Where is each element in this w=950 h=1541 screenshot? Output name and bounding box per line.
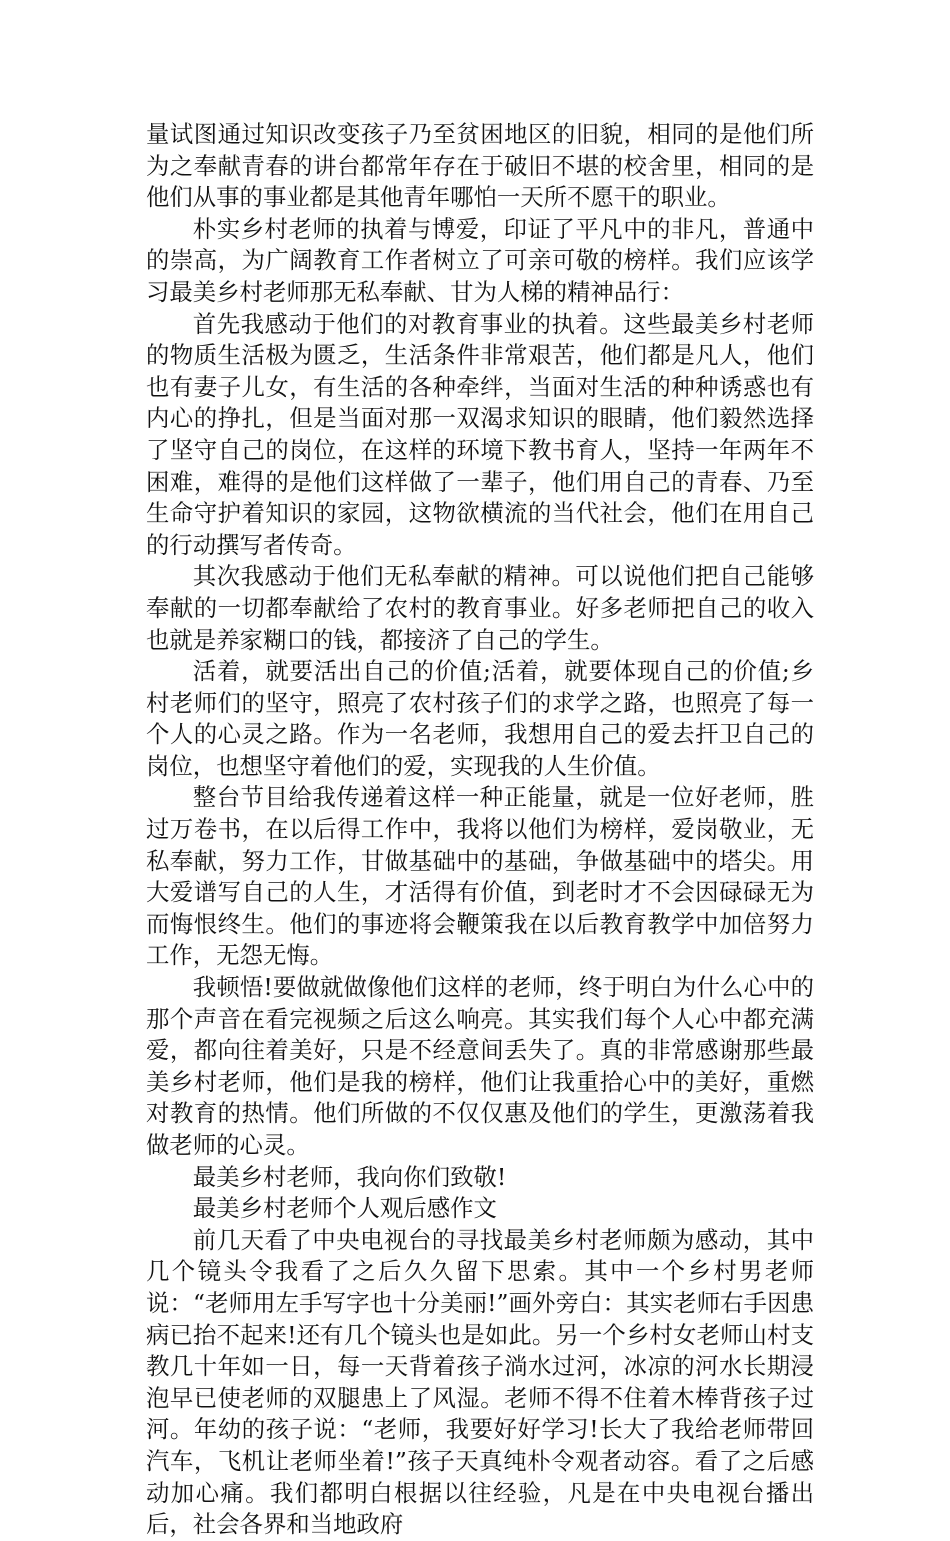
- paragraph-life-value: 活着，就要活出自己的价值;活着，就要体现自己的价值;乡村老师们的坚守，照亮了农村孩子们的求学之路，也照亮了每一个人的心灵之路。作为一名老师，我想用自己的爱去扞卫自己的岗位，也想坚守着他们的爱，实现我的人生价值。: [146, 657, 814, 780]
- paragraph-selfless-spirit: 其次我感动于他们无私奉献的精神。可以说他们把自己能够奉献的一切都奉献给了农村的教育事业。好多老师把自己的收入也就是养家糊口的钱，都接济了自己的学生。: [146, 562, 814, 654]
- section-heading: 最美乡村老师个人观后感作文: [192, 1194, 497, 1223]
- paragraph-positive-energy: 整台节目给我传递着这样一种正能量，就是一位好老师，胜过万卷书，在以后得工作中，我将以他们为榜样，爱岗敬业，无私奉献，努力工作，甘做基础中的基础，争做基础中的塔尖。用大爱谱写自己的人生，才活得有价值，到老时才不会因碌碌无为而悔恨终生。他们的事迹将会鞭策我在以后教育教学中加倍努力工作，无怨无悔。: [146, 783, 814, 970]
- paragraph-cctv-story: 前几天看了中央电视台的寻找最美乡村老师颇为感动，其中几个镜头令我看了之后久久留下思索。其中一个乡村男老师说：“老师用左手写字也十分美丽!”画外旁白：其实老师右手因患病已抬不起来!还有几个镜头也是如此。另一个乡村女老师山村支教几十年如一日，每一天背着孩子淌水过河，冰凉的河水长期浸泡早已使老师的双腿患上了风湿。老师不得不住着木棒背孩子过河。年幼的孩子说：“老师，我要好好学习!长大了我给老师带回汽车，飞机让老师坐着!”孩子天真纯朴令观者动容。看了之后感动加心痛。我们都明白根据以往经验，凡是在中央电视台播出后，社会各界和当地政府: [146, 1225, 814, 1539]
- document-page: [146, 119, 814, 1541]
- paragraph-realization: 我顿悟!要做就做像他们这样的老师，终于明白为什么心中的那个声音在看完视频之后这么响亮。其实我们每个人心中都充满爱，都向往着美好，只是不经意间丢失了。真的非常感谢那些最美乡村老师，他们是我的榜样，他们让我重拾心中的美好，重燃对教育的热情。他们所做的不仅仅惠及他们的学生，更激荡着我做老师的心灵。: [146, 973, 814, 1159]
- paragraph-salute: 最美乡村老师，我向你们致敬!: [192, 1162, 507, 1191]
- paragraph-continuation: 量试图通过知识改变孩子乃至贫困地区的旧貌，相同的是他们所为之奉献青春的讲台都常年存在于破旧不堪的校舍里，相同的是他们从事的事业都是其他青年哪怕一天所不愿干的职业。: [146, 120, 814, 212]
- paragraph-dedication: 首先我感动于他们的对教育事业的执着。这些最美乡村老师的物质生活极为匮乏，生活条件非常艰苦，他们都是凡人，他们也有妻子儿女，有生活的各种牵绊，当面对生活的种种诱惑也有内心的挣扎，但是当面对那一双渴求知识的眼睛，他们毅然选择了坚守自己的岗位，在这样的环境下教书育人，坚持一年两年不困难，难得的是他们这样做了一辈子，他们用自己的青春、乃至生命守护着知识的家园，这物欲横流的当代社会，他们在用自己的行动撰写者传奇。: [146, 309, 814, 559]
- paragraph-role-model: 朴实乡村老师的执着与博爱，印证了平凡中的非凡，普通中的崇高，为广阔教育工作者树立了可亲可敬的榜样。我们应该学习最美乡村老师那无私奉献、甘为人梯的精神品行：: [146, 214, 814, 306]
